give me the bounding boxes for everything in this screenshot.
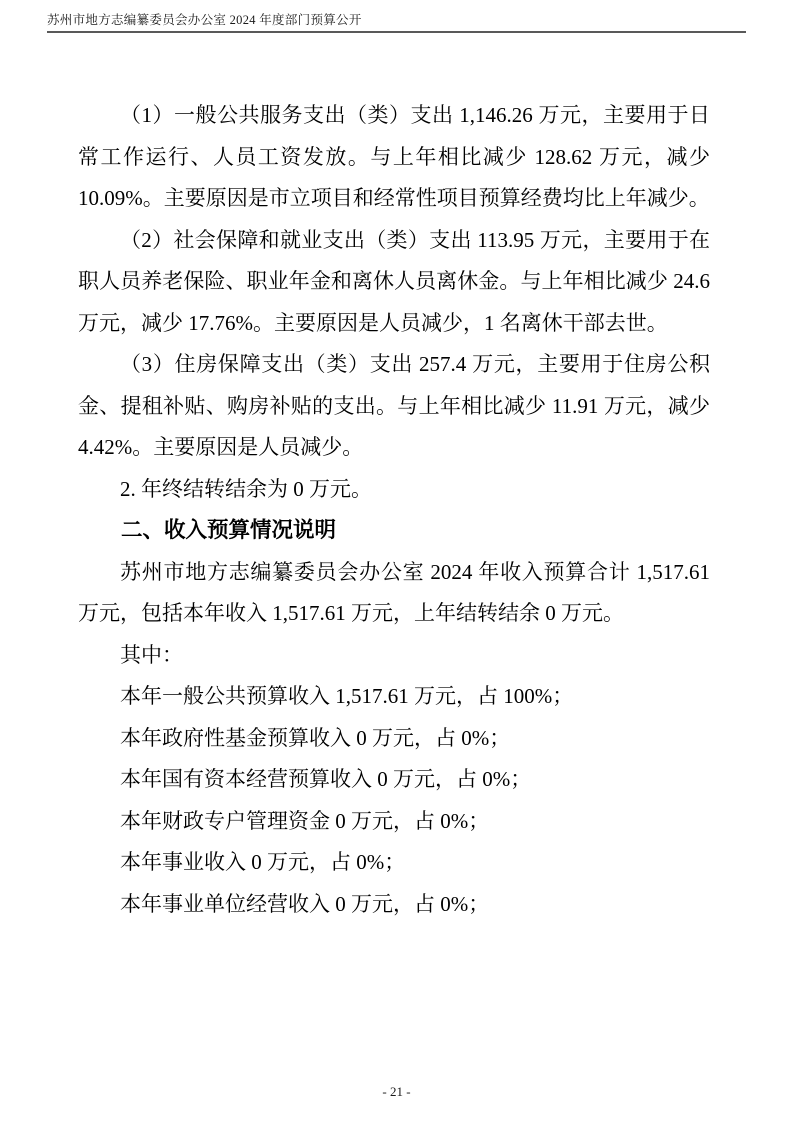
income-item-state-capital: 本年国有资本经营预算收入 0 万元，占 0%；: [120, 767, 532, 791]
income-item-general-public-budget: 本年一般公共预算收入 1,517.61 万元，占 100%；: [120, 684, 574, 708]
paragraph-income-budget-summary: 苏州市地方志编纂委员会办公室 2024 年收入预算合计 1,517.61 万元，包括本年收入 1,517.61 万元，上年结转结余 0 万元。: [78, 559, 710, 625]
paragraph-housing-security-expense: （3）住房保障支出（类）支出 257.4 万元，主要用于住房公积金、提租补贴、购房补贴的支出。与上年相比减少 11.91 万元，减少 4.42%。主要原因是人员减少。: [78, 352, 710, 459]
page-header-title: 苏州市地方志编纂委员会办公室 2024 年度部门预算公开: [47, 13, 362, 27]
paragraph-yearend-carryover-note: 2. 年终结转结余为 0 万元。: [120, 476, 372, 501]
header-rule: [47, 31, 746, 33]
income-item-fiscal-special-account: 本年财政专户管理资金 0 万元，占 0%；: [120, 808, 490, 833]
page-number: - 21 -: [382, 1084, 411, 1099]
document-body: [78, 95, 710, 925]
income-item-institution-income: 本年事业收入 0 万元，占 0%；: [120, 850, 406, 874]
paragraph-social-security-expense: （2）社会保障和就业支出（类）支出 113.95 万元，主要用于在职人员养老保险、职业年金和离休人员离休金。与上年相比减少 24.6 万元，减少 17.76%。主要原因是人员减少，1 名离休干部去世。: [78, 227, 710, 335]
including-label: 其中：: [120, 642, 183, 667]
section-heading-income-budget: 二、收入预算情况说明: [121, 518, 337, 542]
income-item-institution-operating-income: 本年事业单位经营收入 0 万元，占 0%；: [120, 891, 490, 916]
paragraph-general-public-services-expense: （1）一般公共服务支出（类）支出 1,146.26 万元，主要用于日常工作运行、人员工资发放。与上年相比减少 128.62 万元，减少 10.09%。主要原因是市立项目和经常性项目预算经费均比上年减少。: [78, 103, 710, 210]
income-item-government-fund: 本年政府性基金预算收入 0 万元，占 0%；: [120, 725, 511, 750]
